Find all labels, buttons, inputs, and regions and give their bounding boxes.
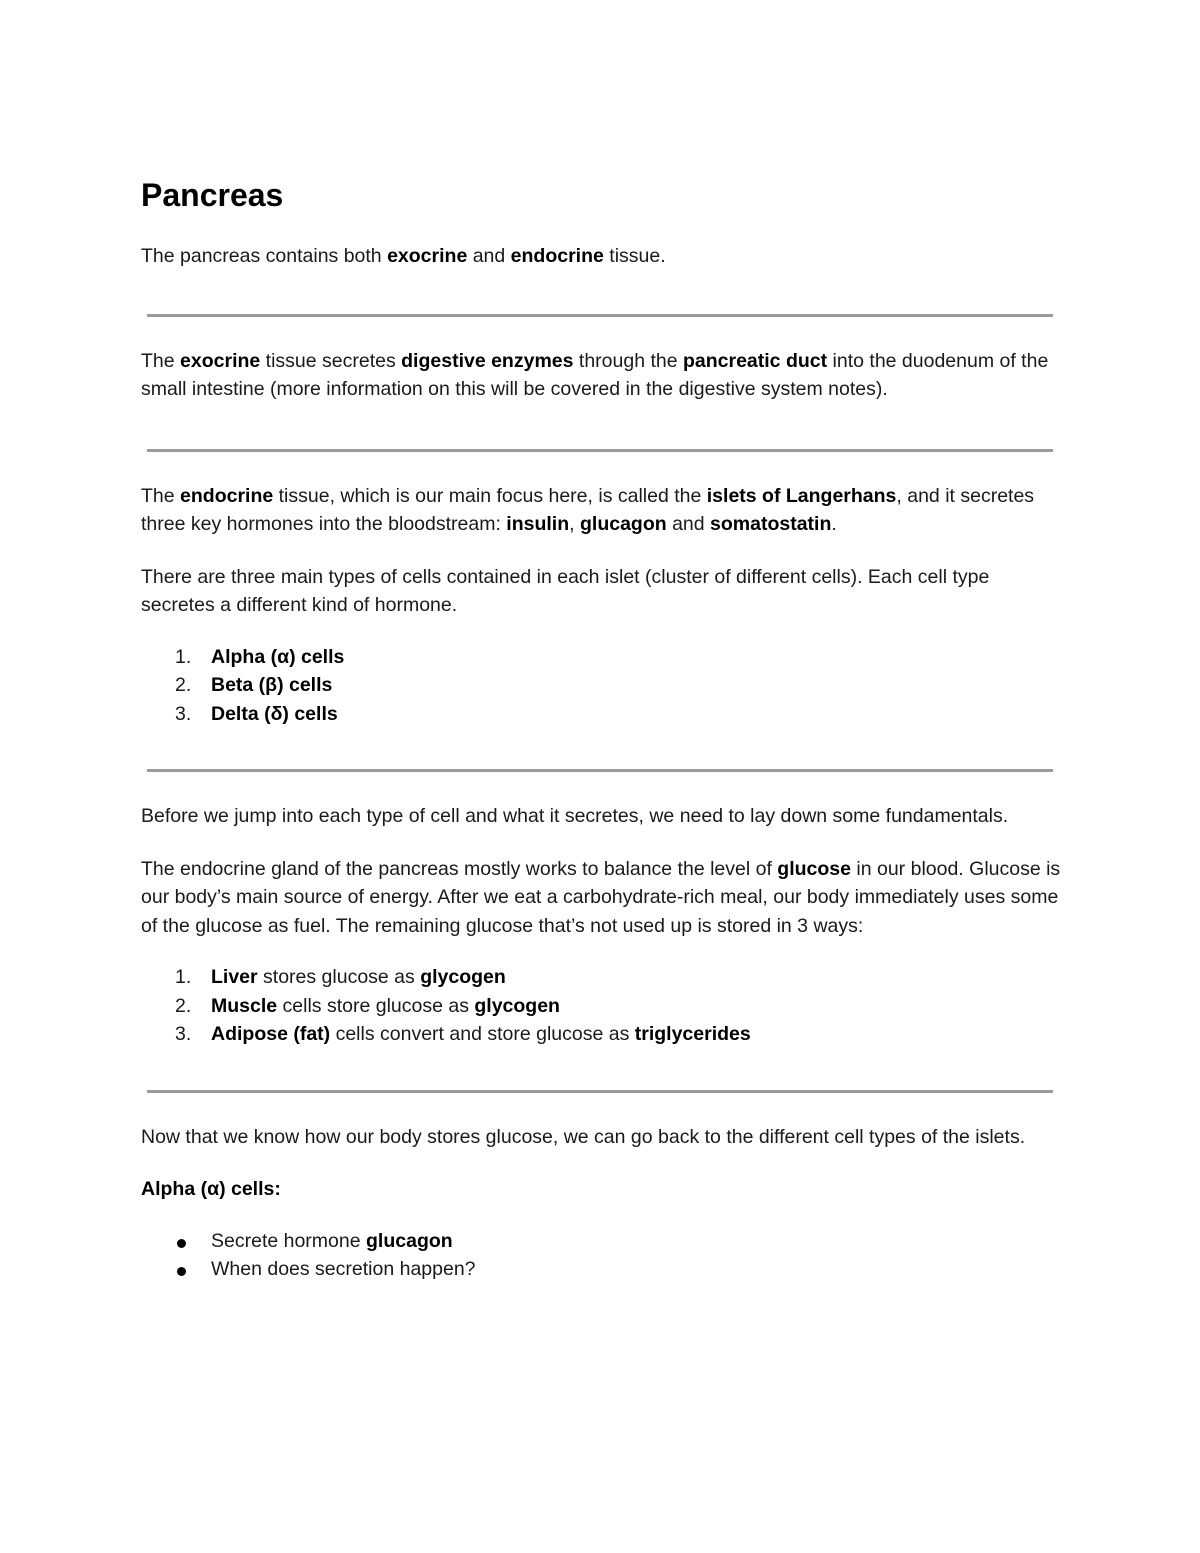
text-span: The [141,484,181,507]
section-divider [147,314,1053,317]
glucose-storage-list [141,963,1061,1049]
section-divider [147,1090,1053,1093]
text-span: tissue secretes [260,349,402,372]
bold-term: Adipose (fat) [211,1023,331,1045]
text-span: cells convert and store glucose as [330,1023,635,1045]
bold-term-glucagon: glucagon [366,1229,453,1252]
text-span: and [467,245,511,267]
list-number: 1. [175,966,192,988]
text-span: through the [573,349,683,372]
bold-term: Muscle [211,994,278,1017]
bold-term: glycogen [474,994,560,1017]
bold-term-exocrine: exocrine [180,349,261,372]
text-span: cells store glucose as [277,994,475,1017]
list-item [141,643,1061,672]
bold-term: triglycerides [634,1023,751,1045]
text-span: When does secretion happen? [211,1258,476,1280]
bullet-icon [177,1239,186,1248]
bold-term: glycogen [420,966,506,988]
list-item [141,1020,1061,1049]
text-span: The [141,349,181,372]
text-span: , and it secretes three key hormones into the bloodstream: [141,484,1035,535]
bold-term-digestive-enzymes: digestive enzymes [401,349,574,372]
endocrine-paragraph [141,482,1061,539]
list-number: 2. [175,674,192,696]
bold-term-endocrine: endocrine [180,484,274,507]
fundamentals-paragraph: Before we jump into each type of cell and what it secretes, we need to lay down some fundamentals. [141,805,1009,827]
bold-term-somatostatin: somatostatin [710,513,832,535]
intro-paragraph [141,242,1061,271]
text-span: Secrete hormone [211,1229,367,1252]
text-span: tissue. [603,245,666,267]
bold-term-pancreatic-duct: pancreatic duct [682,349,828,372]
list-item [141,1255,1061,1284]
list-item-label: Beta (β) cells [211,674,333,696]
list-item [141,1227,1061,1256]
text-span: The pancreas contains both [141,245,388,267]
text-span: into the duodenum of the small intestine (more information on this will be covered in the digestive system notes). [141,349,1049,400]
text-span: stores glucose as [257,966,421,988]
alpha-cells-heading [141,1175,1061,1204]
bullet-icon [177,1267,186,1276]
text-span: , [569,513,580,535]
list-item [141,992,1061,1021]
list-item [141,671,1061,700]
back-to-cells-paragraph: Now that we know how our body stores glucose, we can go back to the different cell types of the islets. [141,1125,1026,1148]
bold-term: Liver [211,966,258,988]
bold-term-islets-of-langerhans: islets of Langerhans [706,484,897,507]
text-span: and [666,513,711,535]
page-title: Pancreas [141,177,284,213]
bold-term-exocrine: exocrine [387,245,468,267]
list-number: 1. [175,645,192,668]
list-item [141,963,1061,992]
exocrine-paragraph [141,347,1061,404]
bold-term-endocrine: endocrine [510,245,604,267]
list-item-label: Alpha (α) cells [211,645,345,668]
list-item-label: Delta (δ) cells [211,702,338,725]
document-body [141,172,1061,1284]
list-item [141,700,1061,729]
text-span: in our blood. Glucose is our body’s main source of energy. After we eat a carbohydrate-rich meal, our body immediately uses some of the glucose as fuel. The remaining glucose that’s not used up is stored in 3 ways: [141,857,1061,937]
section-subheading: Alpha (α) cells: [141,1178,281,1200]
text-span: The endocrine gland of the pancreas mostly works to balance the level of [141,857,778,880]
bold-term-insulin: insulin [506,513,570,535]
text-span: . [831,513,837,535]
list-number: 3. [175,702,192,725]
list-number: 2. [175,994,192,1017]
list-number: 3. [175,1023,192,1045]
alpha-cells-bullet-list [141,1227,1061,1284]
text-span: tissue, which is our main focus here, is called the [273,484,707,507]
bold-term-glucose: glucose [777,857,851,880]
glucose-paragraph [141,855,1061,941]
cell-type-list [141,643,1061,729]
section-divider [147,449,1053,452]
bold-term-glucagon: glucagon [579,513,667,535]
cell-types-paragraph: There are three main types of cells contained in each islet (cluster of different cells). Each cell type secretes a different kind of hormone. [141,565,990,616]
section-divider [147,769,1053,772]
